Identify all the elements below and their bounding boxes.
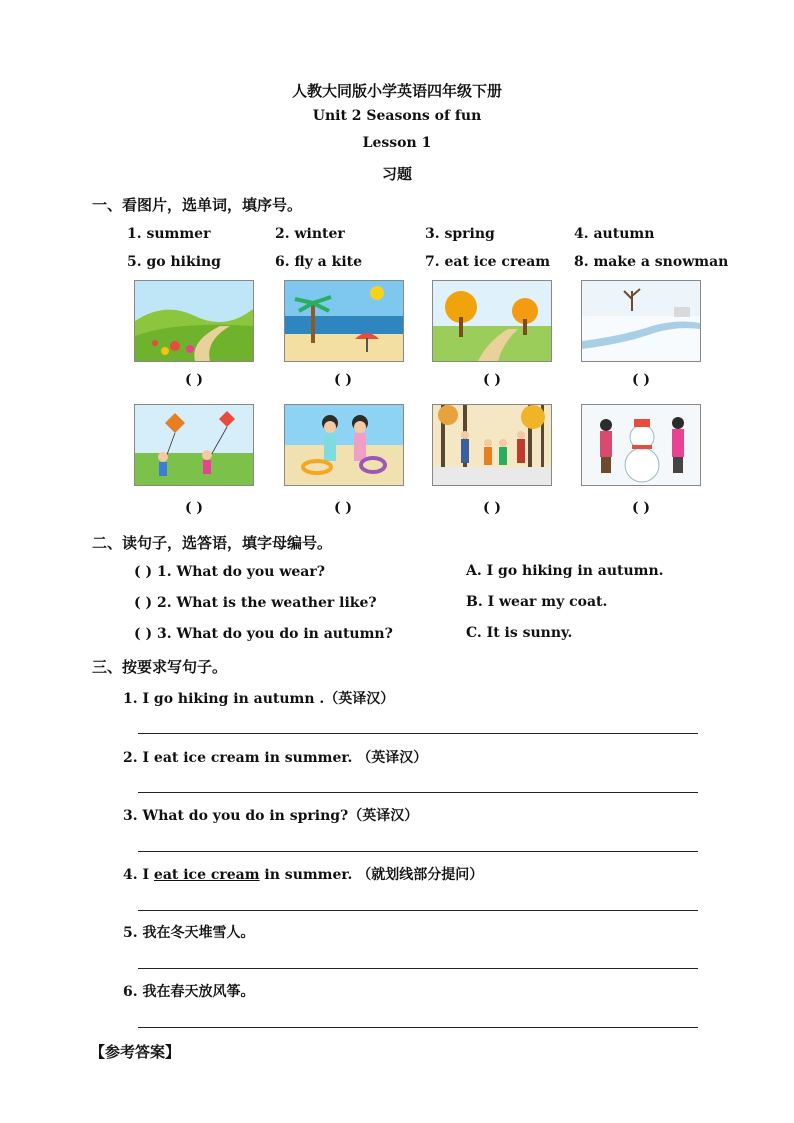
section-2-heading: 二、读句子，选答语，填字母编号。 [92, 534, 333, 552]
section-1-heading: 一、看图片，选单词，填序号。 [92, 196, 303, 214]
word-option: 3. spring [425, 226, 495, 242]
prompt-suffix: in summer. （就划线部分提问） [259, 867, 484, 883]
answer-option: C. It is sunny. [466, 625, 573, 641]
word-option: 5. go hiking [127, 254, 221, 270]
answer-blank[interactable]: ( ) [184, 500, 204, 516]
spring-landscape-picture [134, 280, 254, 362]
question-item: ( ) 2. What is the weather like? [134, 595, 377, 611]
word-option: 2. winter [275, 226, 345, 242]
answer-line[interactable] [138, 792, 698, 793]
writing-prompt [123, 864, 483, 884]
unit-title: Unit 2 Seasons of fun [312, 108, 482, 124]
underlined-phrase: eat ice cream [153, 867, 260, 883]
writing-prompt: 5. 我在冬天堆雪人。 [123, 925, 255, 941]
writing-prompt: 1. I go hiking in autumn .（英译汉） [123, 691, 395, 707]
question-item: ( ) 3. What do you do in autumn? [134, 626, 393, 642]
eat-ice-cream-picture [284, 404, 404, 486]
section-3-heading: 三、按要求写句子。 [92, 658, 228, 676]
answer-blank[interactable]: ( ) [631, 500, 651, 516]
answer-option: B. I wear my coat. [466, 594, 608, 610]
word-option: 6. fly a kite [275, 254, 363, 270]
answer-blank[interactable]: ( ) [482, 372, 502, 388]
writing-prompt: 6. 我在春天放风筝。 [123, 984, 255, 1000]
fly-kite-picture [134, 404, 254, 486]
answer-blank[interactable]: ( ) [333, 372, 353, 388]
writing-prompt: 2. I eat ice cream in summer. （英译汉） [123, 750, 428, 766]
answer-line[interactable] [138, 910, 698, 911]
go-hiking-picture [432, 404, 552, 486]
exercise-label: 习题 [381, 165, 412, 183]
answer-blank[interactable]: ( ) [631, 372, 651, 388]
prompt-prefix: 4. I [123, 867, 154, 883]
answer-key-heading: 【参考答案】 [90, 1043, 181, 1061]
answer-blank[interactable]: ( ) [333, 500, 353, 516]
word-option: 8. make a snowman [574, 254, 729, 270]
answer-line[interactable] [138, 1027, 698, 1028]
answer-line[interactable] [138, 968, 698, 969]
word-option: 7. eat ice cream [425, 254, 551, 270]
page-title: 人教大同版小学英语四年级下册 [291, 82, 502, 100]
answer-option: A. I go hiking in autumn. [466, 563, 664, 579]
make-snowman-picture [581, 404, 701, 486]
writing-prompt: 3. What do you do in spring?（英译汉） [123, 808, 419, 824]
answer-blank[interactable]: ( ) [184, 372, 204, 388]
word-option: 4. autumn [574, 226, 655, 242]
winter-snow-picture [581, 280, 701, 362]
autumn-trees-picture [432, 280, 552, 362]
summer-beach-picture [284, 280, 404, 362]
answer-blank[interactable]: ( ) [482, 500, 502, 516]
word-option: 1. summer [127, 226, 211, 242]
answer-line[interactable] [138, 851, 698, 852]
answer-line[interactable] [138, 733, 698, 734]
question-item: ( ) 1. What do you wear? [134, 564, 325, 580]
lesson-title: Lesson 1 [362, 135, 432, 151]
